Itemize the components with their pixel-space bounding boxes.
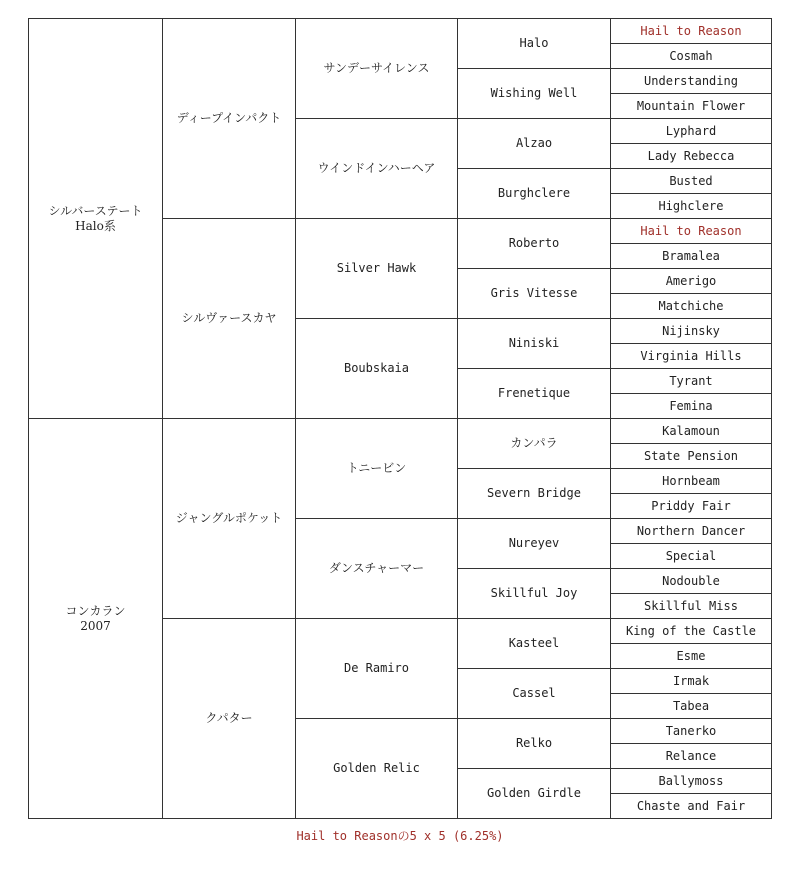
ancestor-cell: サンデーサイレンス — [296, 19, 458, 119]
ancestor-cell: Cassel — [458, 669, 611, 719]
ancestor-cell: Chaste and Fair — [611, 794, 772, 819]
ancestor-cell: Silver Hawk — [296, 219, 458, 319]
ancestor-cell: Severn Bridge — [458, 469, 611, 519]
ancestor-cell: Golden Relic — [296, 719, 458, 819]
sire-sire-cell: ディープインパクト — [163, 19, 296, 219]
dam-cell — [29, 419, 163, 819]
ancestor-cell: Gris Vitesse — [458, 269, 611, 319]
ancestor-cell: Hornbeam — [611, 469, 772, 494]
ancestor-cell: Bramalea — [611, 244, 772, 269]
ancestor-cell: Special — [611, 544, 772, 569]
dam-name: コンカラン — [65, 603, 126, 618]
ancestor-cell: Lady Rebecca — [611, 144, 772, 169]
ancestor-cell: Skillful Miss — [611, 594, 772, 619]
ancestor-cell: Kasteel — [458, 619, 611, 669]
ancestor-cell: Tabea — [611, 694, 772, 719]
ancestor-cell: Golden Girdle — [458, 769, 611, 819]
sire-line: Halo系 — [75, 218, 116, 233]
ancestor-cell: Nodouble — [611, 569, 772, 594]
ancestor-cell: Burghclere — [458, 169, 611, 219]
ancestor-cell: カンパラ — [458, 419, 611, 469]
ancestor-cell: Busted — [611, 169, 772, 194]
sire-cell — [29, 19, 163, 419]
ancestor-cell: Cosmah — [611, 44, 772, 69]
sire-dam-cell: シルヴァースカヤ — [163, 219, 296, 419]
ancestor-cell: トニービン — [296, 419, 458, 519]
pedigree-table — [28, 18, 772, 819]
ancestor-cell: Highclere — [611, 194, 772, 219]
dam-year: 2007 — [80, 618, 111, 633]
ancestor-cell: Kalamoun — [611, 419, 772, 444]
ancestor-cell: Nureyev — [458, 519, 611, 569]
dam-sire-cell: ジャングルポケット — [163, 419, 296, 619]
ancestor-cell: Boubskaia — [296, 319, 458, 419]
ancestor-cell: De Ramiro — [296, 619, 458, 719]
ancestor-cell: Tanerko — [611, 719, 772, 744]
dam-dam-cell: クパター — [163, 619, 296, 819]
ancestor-cell: Understanding — [611, 69, 772, 94]
sire-name: シルバーステート — [48, 203, 143, 218]
ancestor-cell: Wishing Well — [458, 69, 611, 119]
ancestor-cell: Skillful Joy — [458, 569, 611, 619]
ancestor-cell: Esme — [611, 644, 772, 669]
ancestor-cell: Roberto — [458, 219, 611, 269]
ancestor-cell: Ballymoss — [611, 769, 772, 794]
table-row — [29, 419, 772, 444]
ancestor-cell: Tyrant — [611, 369, 772, 394]
ancestor-cell: Northern Dancer — [611, 519, 772, 544]
ancestor-cell: ダンスチャーマー — [296, 519, 458, 619]
ancestor-cell: Lyphard — [611, 119, 772, 144]
ancestor-cell: Irmak — [611, 669, 772, 694]
ancestor-cell-highlight: Hail to Reason — [611, 19, 772, 44]
ancestor-cell: Alzao — [458, 119, 611, 169]
ancestor-cell: Nijinsky — [611, 319, 772, 344]
ancestor-cell: King of the Castle — [611, 619, 772, 644]
ancestor-cell: Relko — [458, 719, 611, 769]
inbreeding-note: Hail to Reasonの5 x 5 (6.25%) — [296, 829, 504, 843]
ancestor-cell: Relance — [611, 744, 772, 769]
ancestor-cell: Priddy Fair — [611, 494, 772, 519]
table-row — [29, 19, 772, 44]
ancestor-cell: Matchiche — [611, 294, 772, 319]
ancestor-cell: ウインドインハーヘア — [296, 119, 458, 219]
ancestor-cell-highlight: Hail to Reason — [611, 219, 772, 244]
ancestor-cell: Femina — [611, 394, 772, 419]
ancestor-cell: Frenetique — [458, 369, 611, 419]
ancestor-cell: State Pension — [611, 444, 772, 469]
ancestor-cell: Amerigo — [611, 269, 772, 294]
ancestor-cell: Niniski — [458, 319, 611, 369]
ancestor-cell: Mountain Flower — [611, 94, 772, 119]
ancestor-cell: Halo — [458, 19, 611, 69]
ancestor-cell: Virginia Hills — [611, 344, 772, 369]
